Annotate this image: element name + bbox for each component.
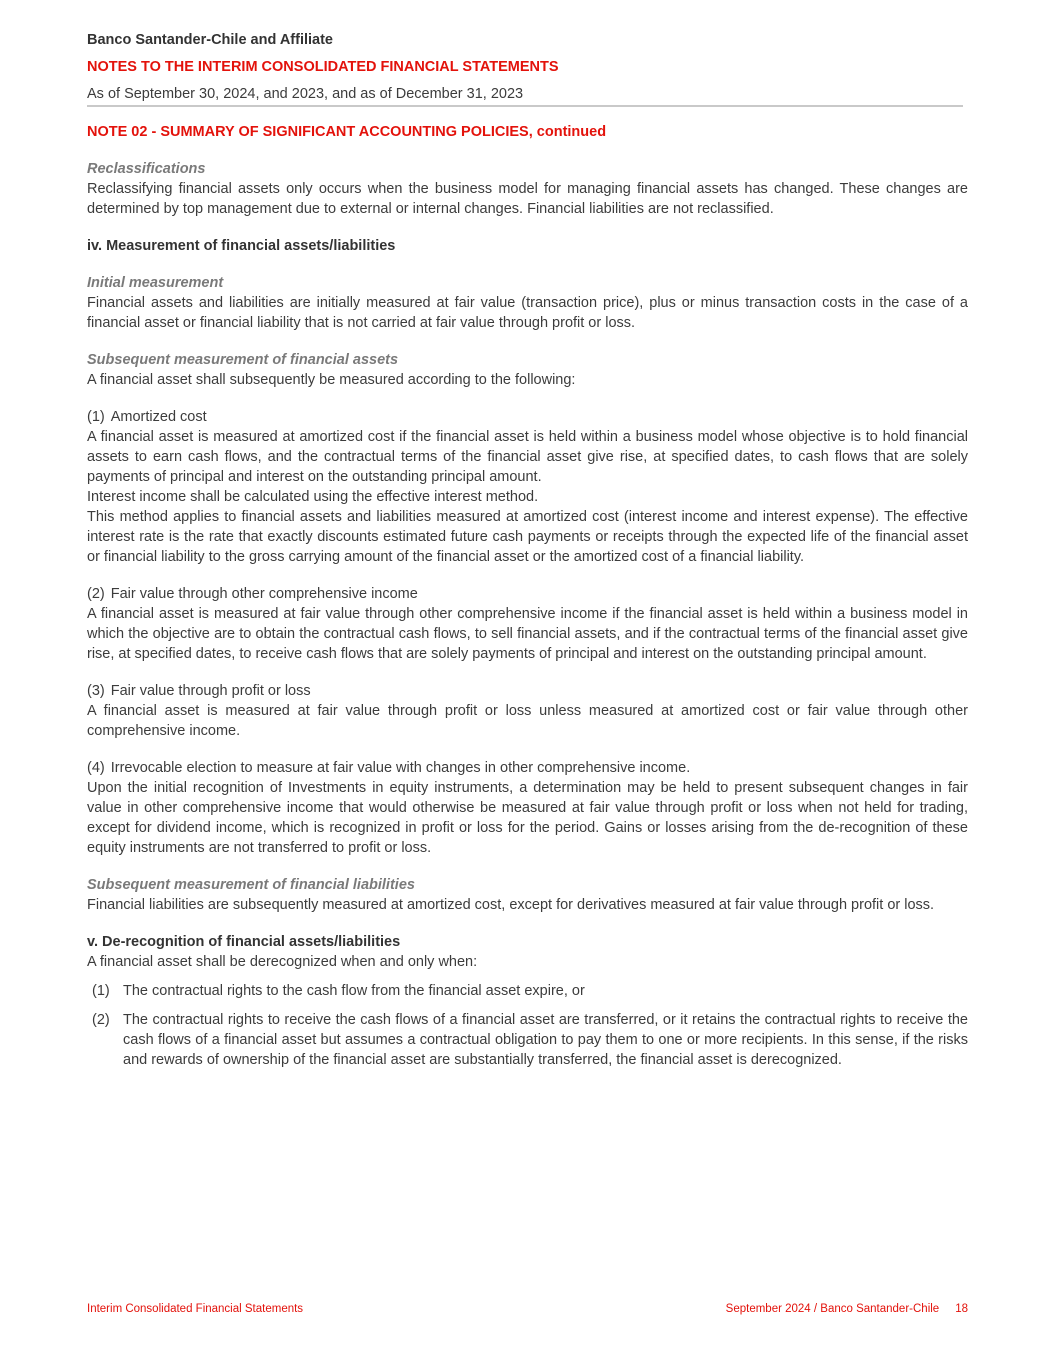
- fvtpl-paragraph: A financial asset is measured at fair value through profit or loss unless measured at amortized cost or fair value through other comprehensive income.: [87, 703, 968, 739]
- item-number: (3): [87, 683, 105, 699]
- subsequent-liabilities-text: Financial liabilities are subsequently measured at amortized cost, except for derivatives measured at fair value through profit or loss.: [87, 897, 935, 913]
- measurement-item-4: [87, 758, 968, 778]
- document-date: As of September 30, 2024, and 2023, and as of December 31, 2023: [87, 86, 524, 102]
- item-number: (2): [92, 1012, 110, 1028]
- note-title: NOTE 02 - SUMMARY OF SIGNIFICANT ACCOUNTING POLICIES, continued: [87, 124, 607, 140]
- amortized-cost-paragraph: A financial asset is measured at amortized cost if the financial asset is held within a business model whose objective is to hold financial assets to earn cash flows, and the contractual terms of the financial asset give rise, at specified dates, to cash flows that are solely payments of principal and interest on the outstanding principal amount.: [87, 429, 968, 485]
- derecognition-intro: A financial asset shall be derecognized when and only when:: [87, 954, 478, 970]
- irrevocable-election-paragraph: Upon the initial recognition of Investments in equity instruments, a determination may be held to present subsequent changes in fair value in other comprehensive income that would otherwise be measured at fair value through profit or loss when not held for trading, except for dividend income, which is recognized in profit or loss for the period. Gains or losses arising from the de-recognition of these equity instruments are not transferred to profit or loss.: [87, 780, 968, 856]
- effective-rate-paragraph: This method applies to financial assets and liabilities measured at amortized cost (interest income and interest expense). The effective interest rate is the rate that exactly discounts estimated future cash payments or receipts through the expected life of the financial asset or financial liability to the gross carrying amount of the financial asset or the amortized cost of a financial liability.: [87, 509, 968, 565]
- effective-interest-paragraph: Interest income shall be calculated using the effective interest method.: [87, 489, 539, 505]
- item-title: Fair value through other comprehensive income: [110, 586, 418, 602]
- item-title: Amortized cost: [110, 409, 207, 425]
- document-title: NOTES TO THE INTERIM CONSOLIDATED FINANCIAL STATEMENTS: [87, 59, 559, 75]
- derecognition-heading: v. De-recognition of financial assets/liabilities: [87, 934, 401, 950]
- measurement-item-2: [87, 584, 968, 604]
- initial-measurement-text: Financial assets and liabilities are initially measured at fair value (transaction price), plus or minus transaction costs in the case of a financial asset or financial liability that is not carried at fair value through profit or loss.: [87, 295, 968, 331]
- company-name: Banco Santander-Chile and Affiliate: [87, 32, 333, 48]
- item-text: The contractual rights to receive the cash flows of a financial asset are transferred, or it retains the contractual rights to receive the cash flows of a financial asset but assumes a contractual obligation to pay them to one or more recipients. In this sense, if the risks and rewards of ownership of the financial asset are substantially transferred, the financial asset is derecognized.: [123, 1012, 968, 1068]
- measurement-item-3: [87, 681, 968, 701]
- item-text: The contractual rights to the cash flow from the financial asset expire, or: [123, 983, 585, 999]
- subsequent-liabilities-heading: Subsequent measurement of financial liabilities: [87, 877, 415, 893]
- item-title: Fair value through profit or loss: [110, 683, 311, 699]
- measurement-heading: iv. Measurement of financial assets/liabilities: [87, 238, 396, 254]
- initial-measurement-heading: Initial measurement: [87, 275, 224, 291]
- reclassifications-heading: Reclassifications: [87, 161, 206, 177]
- header-divider: [87, 105, 963, 107]
- subsequent-assets-heading: Subsequent measurement of financial assets: [87, 352, 399, 368]
- footer-period: September 2024 / Banco Santander-Chile: [725, 1303, 940, 1315]
- page-number: 18: [955, 1303, 968, 1315]
- item-title: Irrevocable election to measure at fair value with changes in other comprehensive income.: [110, 760, 691, 776]
- item-number: (2): [87, 586, 105, 602]
- item-number: (1): [87, 409, 105, 425]
- footer-right: [726, 1301, 968, 1317]
- measurement-item-1: [87, 407, 968, 427]
- derecognition-item-2: [87, 1010, 968, 1070]
- item-number: (1): [92, 983, 110, 999]
- subsequent-assets-intro: A financial asset shall subsequently be measured according to the following:: [87, 372, 576, 388]
- page-content: [87, 30, 968, 1070]
- reclassifications-text: Reclassifying financial assets only occurs when the business model for managing financial assets has changed. These changes are determined by top management due to external or internal changes. Financial liabilities are not reclassified.: [87, 181, 968, 217]
- footer-report-name: Interim Consolidated Financial Statements: [87, 1303, 304, 1315]
- item-number: (4): [87, 760, 105, 776]
- derecognition-item-1: [87, 981, 968, 1001]
- fvoci-paragraph: A financial asset is measured at fair value through other comprehensive income if the financial asset is held within a business model in which the objective are to obtain the contractual cash flows, to sell financial assets, and if the contractual terms of the financial asset give rise, at specified dates, to receive cash flows that are solely payments of principal and interest on the outstanding principal amount.: [87, 606, 968, 662]
